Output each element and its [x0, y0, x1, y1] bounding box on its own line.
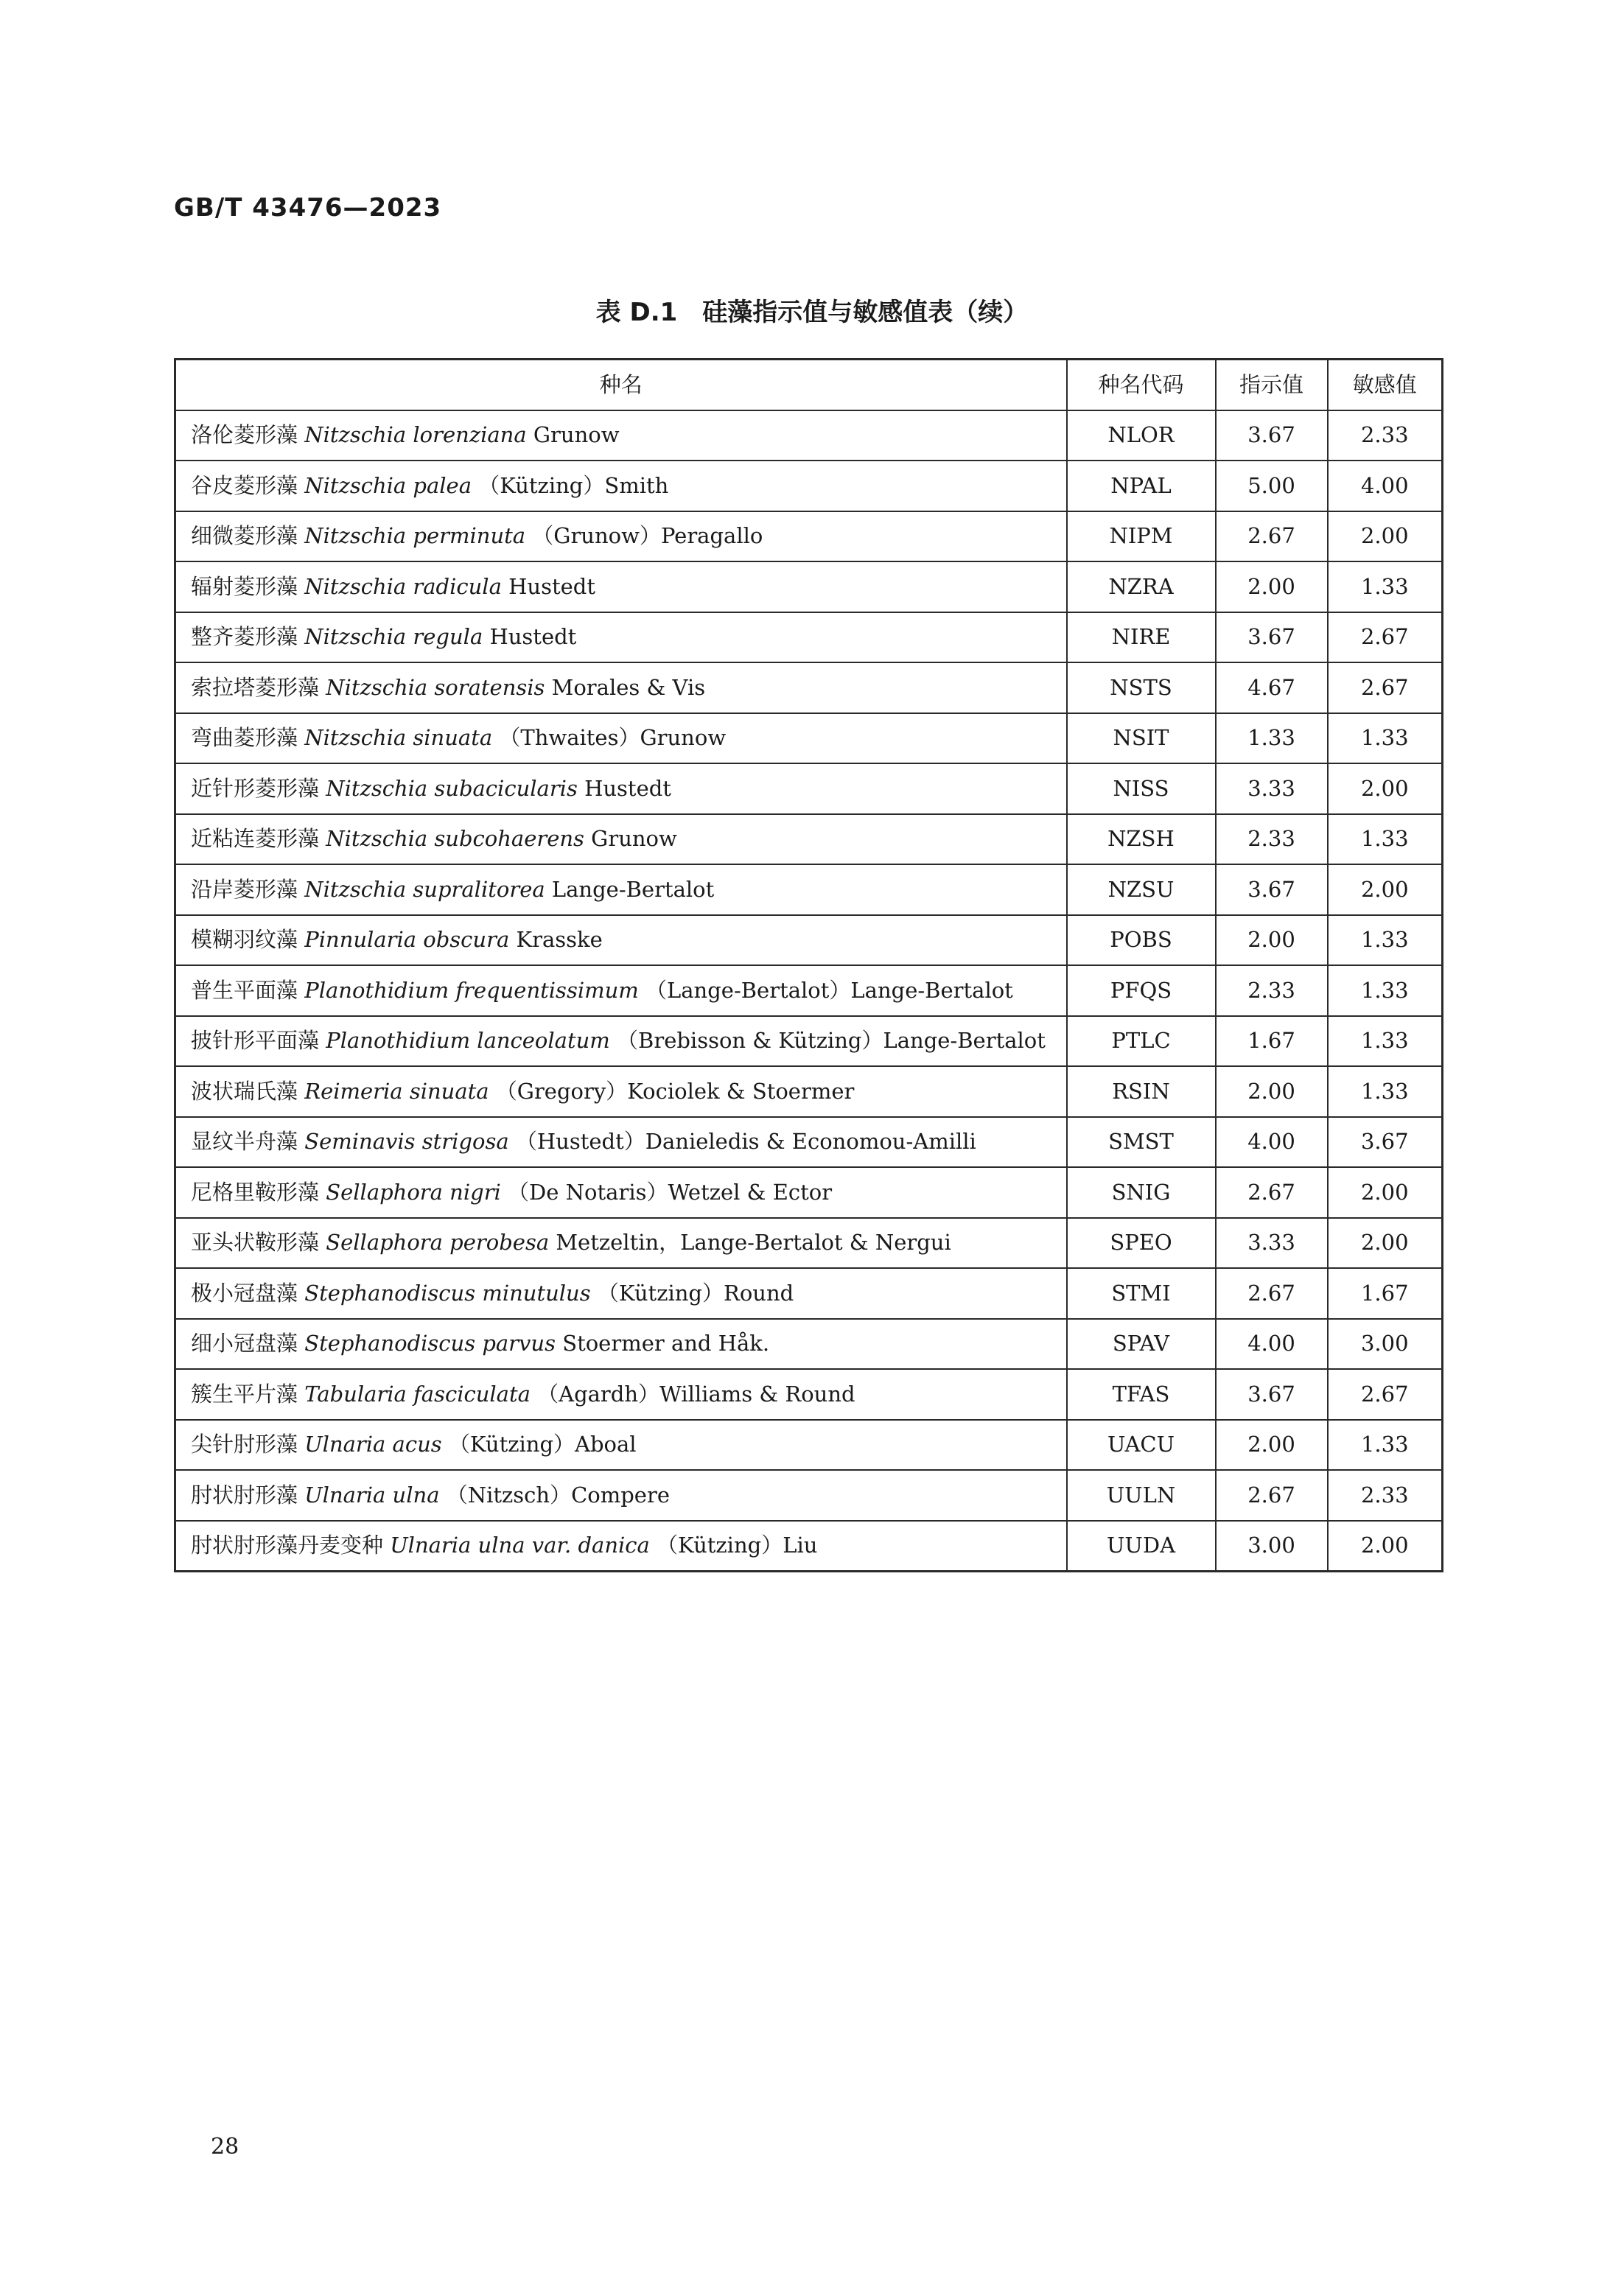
authority: （Brebisson & Kützing）Lange-Bertalot — [617, 1028, 1046, 1054]
chinese-name: 肘状肘形藻丹麦变种 — [191, 1533, 384, 1558]
page-number: 28 — [211, 2134, 239, 2160]
authority: Stoermer and Håk. — [562, 1331, 770, 1356]
chinese-name: 整齐菱形藻 — [191, 624, 298, 650]
diatom-indicator-table — [174, 358, 1443, 1572]
latin-name: Nitzschia supralitorea — [304, 876, 545, 902]
chinese-name: 谷皮菱形藻 — [191, 472, 298, 498]
species-code-cell: NZSH — [1067, 814, 1216, 865]
authority: Morales & Vis — [551, 674, 706, 700]
species-name-cell — [175, 1016, 1067, 1067]
species-code-cell: NSTS — [1067, 662, 1216, 713]
latin-name: Planothidium frequentissimum — [304, 977, 639, 1003]
species-code-cell: NPAL — [1067, 461, 1216, 511]
table-row — [175, 410, 1443, 461]
indicator-value-cell: 2.33 — [1216, 814, 1328, 865]
indicator-value-cell: 2.00 — [1216, 915, 1328, 966]
species-name-cell — [175, 1066, 1067, 1117]
table-row — [175, 662, 1443, 713]
indicator-value-cell: 3.67 — [1216, 410, 1328, 461]
column-header-species-code: 种名代码 — [1067, 360, 1216, 410]
chinese-name: 细微菱形藻 — [191, 523, 298, 549]
authority: Hustedt — [584, 775, 671, 801]
table-title: 表 D.1 硅藻指示值与敏感值表（续） — [595, 298, 1029, 327]
species-name-cell — [175, 612, 1067, 663]
species-name-cell — [175, 561, 1067, 612]
sensitivity-value-cell: 2.33 — [1328, 1470, 1443, 1521]
table-row — [175, 612, 1443, 663]
indicator-value-cell: 2.00 — [1216, 561, 1328, 612]
sensitivity-value-cell: 2.00 — [1328, 763, 1443, 814]
sensitivity-value-cell: 1.33 — [1328, 965, 1443, 1016]
latin-name: Stephanodiscus minutulus — [304, 1280, 591, 1306]
chinese-name: 近针形菱形藻 — [191, 775, 320, 801]
latin-name: Nitzschia regula — [304, 624, 483, 650]
indicator-value-cell: 2.00 — [1216, 1420, 1328, 1471]
species-name-cell — [175, 713, 1067, 764]
latin-name: Nitzschia sinuata — [304, 725, 493, 751]
table-header-row — [175, 360, 1443, 410]
authority: Metzeltin，Lange-Bertalot & Nergui — [556, 1230, 951, 1256]
species-code-cell: TFAS — [1067, 1369, 1216, 1420]
species-name-cell — [175, 1369, 1067, 1420]
table-row — [175, 1369, 1443, 1420]
table-row — [175, 1016, 1443, 1067]
table-row — [175, 1420, 1443, 1471]
sensitivity-value-cell: 2.00 — [1328, 1167, 1443, 1218]
indicator-value-cell: 3.33 — [1216, 1218, 1328, 1269]
sensitivity-value-cell: 1.33 — [1328, 915, 1443, 966]
authority: Grunow — [591, 826, 677, 852]
latin-name: Sellaphora perobesa — [326, 1230, 550, 1256]
chinese-name: 索拉塔菱形藻 — [191, 674, 320, 700]
latin-name: Ulnaria ulna var. danica — [390, 1533, 650, 1558]
species-code-cell: SNIG — [1067, 1167, 1216, 1218]
authority: （Kützing）Aboal — [448, 1432, 637, 1457]
indicator-value-cell: 1.33 — [1216, 713, 1328, 764]
authority: Hustedt — [489, 624, 577, 650]
latin-name: Nitzschia radicula — [304, 573, 502, 599]
species-code-cell: SPAV — [1067, 1319, 1216, 1370]
indicator-value-cell: 2.33 — [1216, 965, 1328, 1016]
indicator-value-cell: 2.67 — [1216, 1167, 1328, 1218]
sensitivity-value-cell: 1.33 — [1328, 561, 1443, 612]
indicator-value-cell: 3.33 — [1216, 763, 1328, 814]
species-name-cell — [175, 1167, 1067, 1218]
chinese-name: 沿岸菱形藻 — [191, 876, 298, 902]
latin-name: Nitzschia subcohaerens — [326, 826, 584, 852]
authority: （Thwaites）Grunow — [499, 725, 727, 751]
table-row — [175, 1319, 1443, 1370]
indicator-value-cell: 5.00 — [1216, 461, 1328, 511]
chinese-name: 模糊羽纹藻 — [191, 927, 298, 953]
indicator-value-cell: 4.67 — [1216, 662, 1328, 713]
authority: Lange-Bertalot — [551, 876, 715, 902]
species-code-cell: NLOR — [1067, 410, 1216, 461]
sensitivity-value-cell: 2.00 — [1328, 1218, 1443, 1269]
latin-name: Nitzschia subacicularis — [326, 775, 578, 801]
chinese-name: 洛伦菱形藻 — [191, 422, 298, 448]
sensitivity-value-cell: 2.00 — [1328, 1521, 1443, 1572]
sensitivity-value-cell: 2.67 — [1328, 612, 1443, 663]
indicator-value-cell: 2.67 — [1216, 1268, 1328, 1319]
table-row — [175, 1167, 1443, 1218]
table-row — [175, 713, 1443, 764]
species-name-cell — [175, 461, 1067, 511]
chinese-name: 亚头状鞍形藻 — [191, 1230, 320, 1256]
indicator-value-cell: 3.67 — [1216, 1369, 1328, 1420]
chinese-name: 近粘连菱形藻 — [191, 826, 320, 852]
sensitivity-value-cell: 1.67 — [1328, 1268, 1443, 1319]
latin-name: Seminavis strigosa — [304, 1129, 509, 1155]
species-code-cell: NIRE — [1067, 612, 1216, 663]
indicator-value-cell: 2.67 — [1216, 1470, 1328, 1521]
authority: （Grunow）Peragallo — [532, 523, 763, 549]
species-code-cell: UULN — [1067, 1470, 1216, 1521]
latin-name: Pinnularia obscura — [304, 927, 510, 953]
chinese-name: 披针形平面藻 — [191, 1028, 320, 1054]
latin-name: Ulnaria ulna — [304, 1482, 440, 1508]
chinese-name: 簇生平片藻 — [191, 1381, 298, 1407]
species-code-cell: UACU — [1067, 1420, 1216, 1471]
column-header-species-name: 种名 — [175, 360, 1067, 410]
species-code-cell: NIPM — [1067, 511, 1216, 562]
chinese-name: 尼格里鞍形藻 — [191, 1179, 320, 1205]
authority: （Gregory）Kociolek & Stoermer — [495, 1078, 855, 1104]
species-name-cell — [175, 864, 1067, 915]
table-row — [175, 915, 1443, 966]
indicator-value-cell: 4.00 — [1216, 1319, 1328, 1370]
species-code-cell: NZSU — [1067, 864, 1216, 915]
species-code-cell: NZRA — [1067, 561, 1216, 612]
species-name-cell — [175, 1521, 1067, 1572]
latin-name: Stephanodiscus parvus — [304, 1331, 556, 1356]
species-code-cell: POBS — [1067, 915, 1216, 966]
latin-name: Sellaphora nigri — [326, 1179, 501, 1205]
latin-name: Nitzschia palea — [304, 472, 472, 498]
sensitivity-value-cell: 4.00 — [1328, 461, 1443, 511]
table-row — [175, 1117, 1443, 1168]
standard-code: GB/T 43476—2023 — [174, 193, 442, 223]
chinese-name: 极小冠盘藻 — [191, 1280, 298, 1306]
table-row — [175, 763, 1443, 814]
indicator-value-cell: 2.00 — [1216, 1066, 1328, 1117]
sensitivity-value-cell: 1.33 — [1328, 1066, 1443, 1117]
latin-name: Reimeria sinuata — [304, 1078, 489, 1104]
indicator-value-cell: 3.00 — [1216, 1521, 1328, 1572]
table-row — [175, 561, 1443, 612]
sensitivity-value-cell: 1.33 — [1328, 1016, 1443, 1067]
indicator-value-cell: 3.67 — [1216, 612, 1328, 663]
species-name-cell — [175, 1319, 1067, 1370]
chinese-name: 细小冠盘藻 — [191, 1331, 298, 1356]
table-row — [175, 1470, 1443, 1521]
species-code-cell: SPEO — [1067, 1218, 1216, 1269]
authority: （De Notaris）Wetzel & Ector — [508, 1179, 833, 1205]
table-row — [175, 461, 1443, 511]
authority: （Kützing）Smith — [478, 472, 669, 498]
latin-name: Nitzschia soratensis — [326, 674, 545, 700]
table-row — [175, 511, 1443, 562]
species-name-cell — [175, 511, 1067, 562]
latin-name: Ulnaria acus — [304, 1432, 442, 1457]
species-name-cell — [175, 1117, 1067, 1168]
chinese-name: 波状瑞氏藻 — [191, 1078, 298, 1104]
column-header-sensitivity-value: 敏感值 — [1328, 360, 1443, 410]
authority: （Nitzsch）Compere — [446, 1482, 670, 1508]
sensitivity-value-cell: 1.33 — [1328, 1420, 1443, 1471]
authority: （Agardh）Williams & Round — [537, 1381, 855, 1407]
table-row — [175, 1218, 1443, 1269]
species-name-cell — [175, 965, 1067, 1016]
table-row — [175, 1521, 1443, 1572]
indicator-value-cell: 1.67 — [1216, 1016, 1328, 1067]
species-code-cell: RSIN — [1067, 1066, 1216, 1117]
sensitivity-value-cell: 2.67 — [1328, 662, 1443, 713]
species-code-cell: PTLC — [1067, 1016, 1216, 1067]
species-name-cell — [175, 1218, 1067, 1269]
authority: （Kützing）Liu — [657, 1533, 818, 1558]
authority: Krasske — [516, 927, 603, 953]
species-name-cell — [175, 410, 1067, 461]
table-row — [175, 814, 1443, 865]
latin-name: Tabularia fasciculata — [304, 1381, 531, 1407]
species-code-cell: UUDA — [1067, 1521, 1216, 1572]
sensitivity-value-cell: 1.33 — [1328, 713, 1443, 764]
indicator-value-cell: 3.67 — [1216, 864, 1328, 915]
sensitivity-value-cell: 2.00 — [1328, 511, 1443, 562]
authority: （Hustedt）Danieledis & Economou-Amilli — [515, 1129, 976, 1155]
latin-name: Nitzschia lorenziana — [304, 422, 527, 448]
chinese-name: 尖针肘形藻 — [191, 1432, 298, 1457]
chinese-name: 显纹半舟藻 — [191, 1129, 298, 1155]
sensitivity-value-cell: 2.33 — [1328, 410, 1443, 461]
latin-name: Nitzschia perminuta — [304, 523, 526, 549]
table-body — [175, 410, 1443, 1572]
chinese-name: 辐射菱形藻 — [191, 573, 298, 599]
species-code-cell: PFQS — [1067, 965, 1216, 1016]
table-row — [175, 1268, 1443, 1319]
column-header-indicator-value: 指示值 — [1216, 360, 1328, 410]
sensitivity-value-cell: 1.33 — [1328, 814, 1443, 865]
indicator-value-cell: 2.67 — [1216, 511, 1328, 562]
chinese-name: 肘状肘形藻 — [191, 1482, 298, 1508]
species-name-cell — [175, 814, 1067, 865]
chinese-name: 普生平面藻 — [191, 977, 298, 1003]
species-code-cell: NISS — [1067, 763, 1216, 814]
species-code-cell: STMI — [1067, 1268, 1216, 1319]
species-code-cell: NSIT — [1067, 713, 1216, 764]
species-name-cell — [175, 763, 1067, 814]
indicator-value-cell: 4.00 — [1216, 1117, 1328, 1168]
sensitivity-value-cell: 3.67 — [1328, 1117, 1443, 1168]
table-row — [175, 1066, 1443, 1117]
authority: （Kützing）Round — [597, 1280, 794, 1306]
authority: Hustedt — [508, 573, 595, 599]
species-name-cell — [175, 1268, 1067, 1319]
authority: Grunow — [533, 422, 620, 448]
table-row — [175, 965, 1443, 1016]
table-row — [175, 864, 1443, 915]
sensitivity-value-cell: 2.00 — [1328, 864, 1443, 915]
chinese-name: 弯曲菱形藻 — [191, 725, 298, 751]
authority: （Lange-Bertalot）Lange-Bertalot — [645, 977, 1013, 1003]
latin-name: Planothidium lanceolatum — [326, 1028, 610, 1054]
species-name-cell — [175, 915, 1067, 966]
species-name-cell — [175, 662, 1067, 713]
species-code-cell: SMST — [1067, 1117, 1216, 1168]
sensitivity-value-cell: 2.67 — [1328, 1369, 1443, 1420]
species-name-cell — [175, 1470, 1067, 1521]
species-name-cell — [175, 1420, 1067, 1471]
sensitivity-value-cell: 3.00 — [1328, 1319, 1443, 1370]
